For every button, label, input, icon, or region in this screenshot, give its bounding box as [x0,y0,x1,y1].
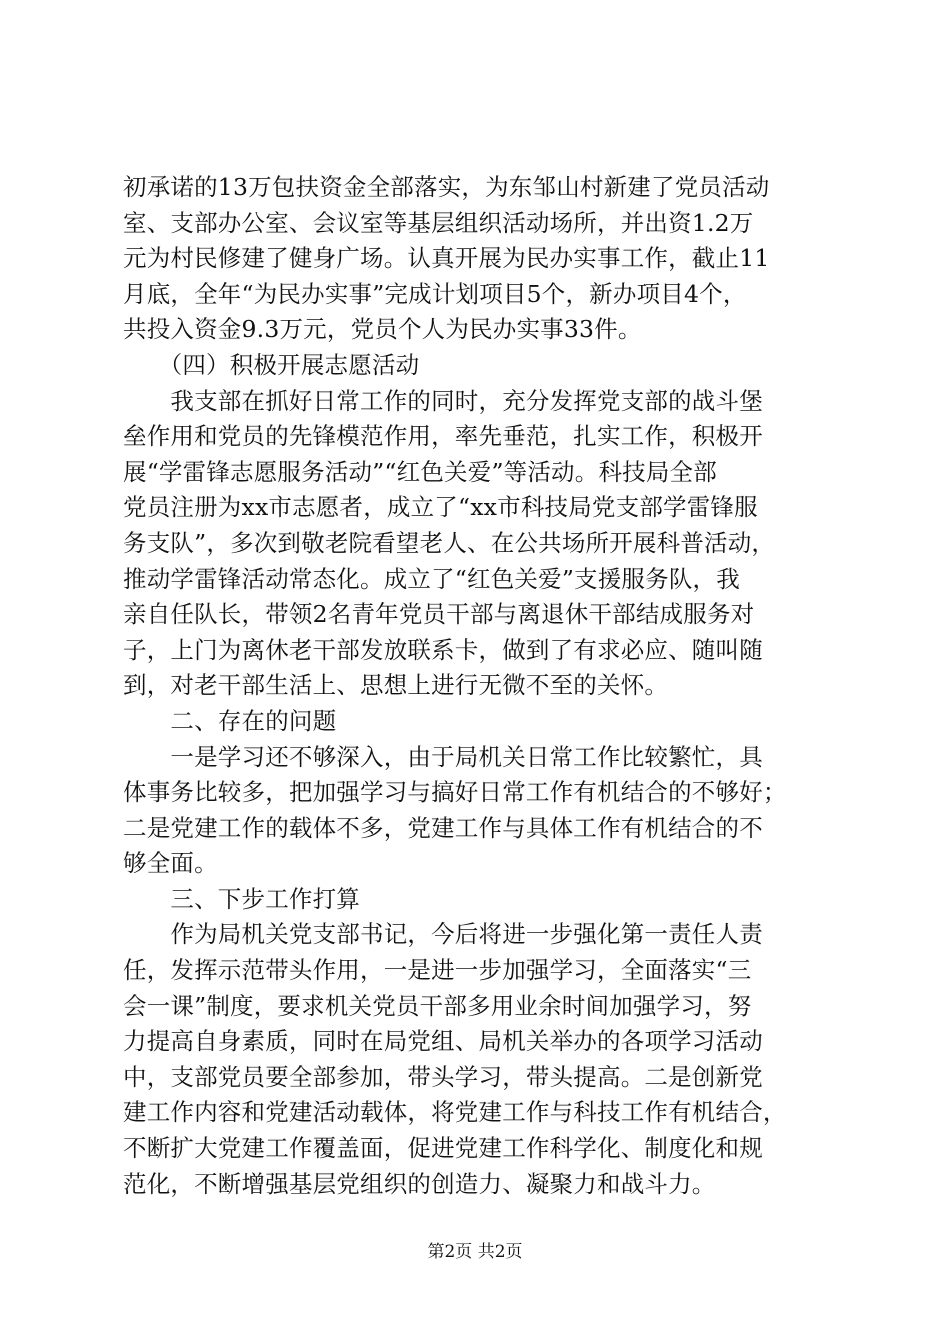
text-line: 中，支部党员要全部参加，带头学习，带头提高。二是创新党 [123,1062,763,1091]
text-line: 共投入资金9.3万元，党员个人为民办实事33件。 [123,315,642,344]
document-body [123,170,835,1202]
text-line: 任，发挥示范带头作用，一是进一步加强学习，全面落实“三 [123,956,752,985]
text-line: 室、支部办公室、会议室等基层组织活动场所，并出资1.2万 [123,208,754,237]
text-line: 推动学雷锋活动常态化。成立了“红色关爱”支援服务队，我 [123,564,740,593]
page-number-footer: 第2页 共2页 [427,1242,523,1262]
text-line: 一是学习还不够深入，由于局机关日常工作比较繁忙，具 [123,742,763,771]
text-line: 到，对老干部生活上、思想上进行无微不至的关怀。 [123,671,669,700]
text-line: 不断扩大党建工作覆盖面，促进党建工作科学化、制度化和规 [123,1134,763,1163]
section-heading: 三、下步工作打算 [123,884,360,913]
text-line: 月底，全年“为民办实事”完成计划项目5个，新办项目4个， [123,279,747,308]
text-line: 会一课”制度，要求机关党员干部多用业余时间加强学习，努 [123,991,752,1020]
section-heading: 二、存在的问题 [123,706,337,735]
text-line: 垒作用和党员的先锋模范作用，率先垂范，扎实工作，积极开 [123,422,763,451]
text-line: 元为村民修建了健身广场。认真开展为民办实事工作，截止11 [123,244,770,273]
text-line: 范化，不断增强基层党组织的创造力、凝聚力和战斗力。 [123,1169,716,1198]
text-line: 务支队”，多次到敬老院看望老人、在公共场所开展科普活动， [123,528,776,557]
section-heading: （四）积极开展志愿活动 [123,350,420,379]
text-line: 够全面。 [123,849,218,878]
text-line: 建工作内容和党建活动载体，将党建工作与科技工作有机结合， [123,1098,787,1127]
text-line: 亲自任队长，带领2名青年党员干部与离退休干部结成服务对 [123,600,755,629]
text-line: 子，上门为离休老干部发放联系卡，做到了有求必应、随叫随 [123,635,763,664]
text-line: 我支部在抓好日常工作的同时，充分发挥党支部的战斗堡 [123,386,763,415]
text-line: 作为局机关党支部书记，今后将进一步强化第一责任人责 [123,920,763,949]
text-line: 体事务比较多，把加强学习与搞好日常工作有机结合的不够好； [123,778,787,807]
text-line: 展“学雷锋志愿服务活动”“红色关爱”等活动。科技局全部 [123,457,717,486]
text-line: 党员注册为xx市志愿者，成立了“xx市科技局党支部学雷锋服 [123,493,758,522]
text-line: 初承诺的13万包扶资金全部落实，为东邹山村新建了党员活动 [123,173,770,201]
text-line: 力提高自身素质，同时在局党组、局机关举办的各项学习活动 [123,1027,763,1056]
text-line: 二是党建工作的载体不多，党建工作与具体工作有机结合的不 [123,813,763,842]
